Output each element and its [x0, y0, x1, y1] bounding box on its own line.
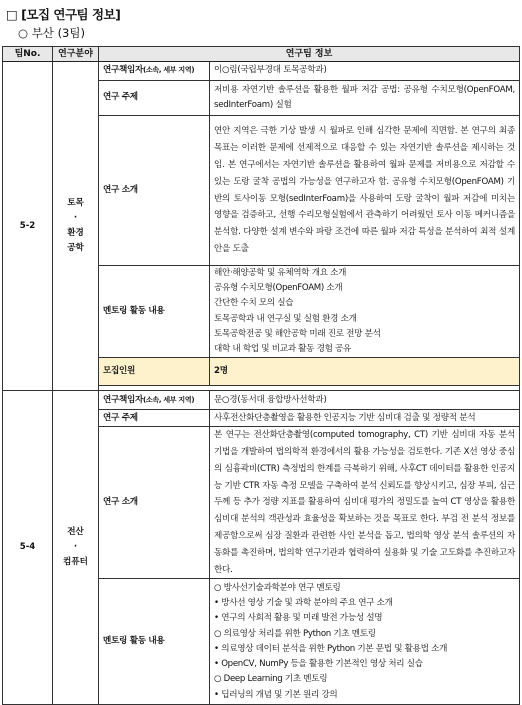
intro-value: 본 연구는 전산화단층촬영(computed tomography, CT) 기반 심비대 자동 분석 기법을 개발하여 법의학적 환경에서의 활용 가능성을 검토한다. 기존 X선 영상 중심의 심흉곽비(CTR) 측정법의 한계를 극복하기 위해, 사후CT 데이터를 활용한 인공지능 기반 CTR 자동 측정 모델을 구축하여 분석 신뢰도를 향상시키고, 심장 부피, 심근 두께 등 추가 정량 지표를 활용하여 심비대 평가의 정밀도를 높여 CT 영상을 활용한 심비대 분석의 객관성과 효율성을 확보하는 것을 목표로 한다. 부검 전 분석 정보를 제공함으로써 심장 질환과 관련한 사인 분석을 돕고, 법의학 영상 분석 솔루션의 자동화를 촉진하며, 법의학 연구기관과 협력하여 실용화 및 기술 고도화를 추진하고자 한다.	[210, 427, 520, 579]
mentoring-item: 해안·해양공학 및 유체역학 개요 소개	[214, 268, 347, 278]
header-team-no: 팀No.	[3, 47, 53, 62]
mentoring-item: ○ 의료영상 처리를 위한 Python 기초 멘토링	[214, 628, 376, 639]
mentoring-item: • 연구의 사회적 활용 및 미래 발전 가능성 설명	[214, 613, 383, 624]
mentoring-item: • 방사선 영상 기술 및 과학 분야의 주요 연구 소개	[214, 598, 393, 609]
topic-value: 저비용 자연기반 솔루션을 활용한 월파 저감 공법: 공유형 수치모형(OpenFOAM, sedInterFoam) 실험	[210, 81, 520, 116]
mentoring-item: ○ Deep Learning 기초 멘토링	[214, 674, 328, 685]
pi-value: 이○림(국립부경대 토목공학과)	[210, 62, 520, 81]
intro-value: 연안 지역은 극한 기상 발생 시 월파로 인해 심각한 문제에 직면함. 본 연구의 최종 목표는 이러한 문제에 선제적으로 대응할 수 있는 자연기반 솔루션을 제시하는 것임. 본 연구에서는 자연기반 솔루션을 활용하여 월파 문제를 저비용으로 저감할 수 있는 도랑 굴착 공법의 가능성을 연구하고자 함. 공유형 수치모형(OpenFOAM) 기반의 토사이동 모형(sedInterFoam)을 사용하여 도랑 굴착이 월파 저감에 미치는 영향을 검증하고, 선행 수리모형실험에서 관측하기 어려웠던 토사 이동 메커니즘을 분석함. 다양한 설계 변수와 파랑 조건에 따른 월파 저감 특성을 분석하여 최적 설계안을 도출	[210, 116, 520, 266]
section-subtitle: ○ 부산 (3팀)	[18, 26, 85, 40]
mentoring-item: • 의료영상 데이터 분석을 위한 Python 기본 문법 및 활용법 소개	[214, 643, 448, 654]
mentoring-item: 간단한 수치 모의 실습	[214, 298, 294, 309]
pi-label-main: 연구책임자	[103, 394, 144, 405]
pi-label-main: 연구책임자	[103, 65, 144, 76]
mentoring-label: 멘토링 활동 내용	[99, 266, 210, 358]
recruit-value: 2명	[210, 358, 520, 386]
research-field-line: 공학	[67, 243, 84, 254]
pi-label	[99, 62, 210, 81]
recruit-label: 모집인원	[99, 358, 210, 386]
pi-value: 문○경(동서대 융합방사선학과)	[210, 391, 520, 410]
section-title: □ [모집 연구팀 정보]	[6, 7, 121, 22]
mentoring-item: • 딥러닝의 개념 및 기본 원리 강의	[214, 689, 338, 700]
research-field-line: 환경	[67, 228, 84, 239]
header-team-info: 연구팀 정보	[99, 47, 520, 62]
team-group-5-4	[3, 391, 520, 705]
team-group-5-2	[3, 62, 520, 391]
pi-label-detail: (소속, 세부 지역)	[143, 66, 195, 75]
table-row	[3, 391, 520, 410]
research-field	[53, 391, 99, 705]
intro-label: 연구 소개	[99, 427, 210, 579]
pi-label-detail: (소속, 세부 지역)	[143, 395, 195, 404]
research-team-table	[2, 46, 520, 705]
table-row	[3, 62, 520, 81]
pi-label	[99, 391, 210, 410]
mentoring-label: 멘토링 활동 내용	[99, 579, 210, 705]
research-field-line: 컴퓨터	[63, 557, 88, 568]
mentoring-list	[210, 266, 520, 358]
research-field-line: ·	[73, 212, 78, 223]
team-number: 5-2	[3, 62, 53, 391]
team-number: 5-4	[3, 391, 53, 705]
mentoring-item: 토목공학과 내 연구실 및 실험 환경 소개	[214, 313, 357, 324]
header-field: 연구분야	[53, 47, 99, 62]
topic-label: 연구 주제	[99, 410, 210, 427]
table-header-row	[3, 47, 520, 62]
topic-value: 사후전산화단층촬영을 활용한 인공지능 기반 심비대 검출 및 정량적 분석	[210, 410, 520, 427]
mentoring-list	[210, 579, 520, 705]
research-field-line: 토목	[67, 197, 84, 208]
research-field-line: ·	[73, 542, 78, 553]
mentoring-item: • OpenCV, NumPy 등을 활용한 기본적인 영상 처리 실습	[214, 659, 423, 670]
research-field	[53, 62, 99, 391]
mentoring-item: 토목공학전공 및 해안공학 미래 진로 전망 분석	[214, 328, 381, 339]
mentoring-item: 공유형 수치모형(OpenFOAM) 소개	[214, 283, 343, 294]
mentoring-item: 대학 내 학업 및 비교과 활동 경험 공유	[214, 344, 352, 355]
intro-label: 연구 소개	[99, 116, 210, 266]
topic-label: 연구 주제	[99, 81, 210, 116]
research-field-line: 전산	[67, 527, 84, 537]
mentoring-item: ○ 방사선기술과학분야 연구 멘토링	[214, 583, 341, 594]
